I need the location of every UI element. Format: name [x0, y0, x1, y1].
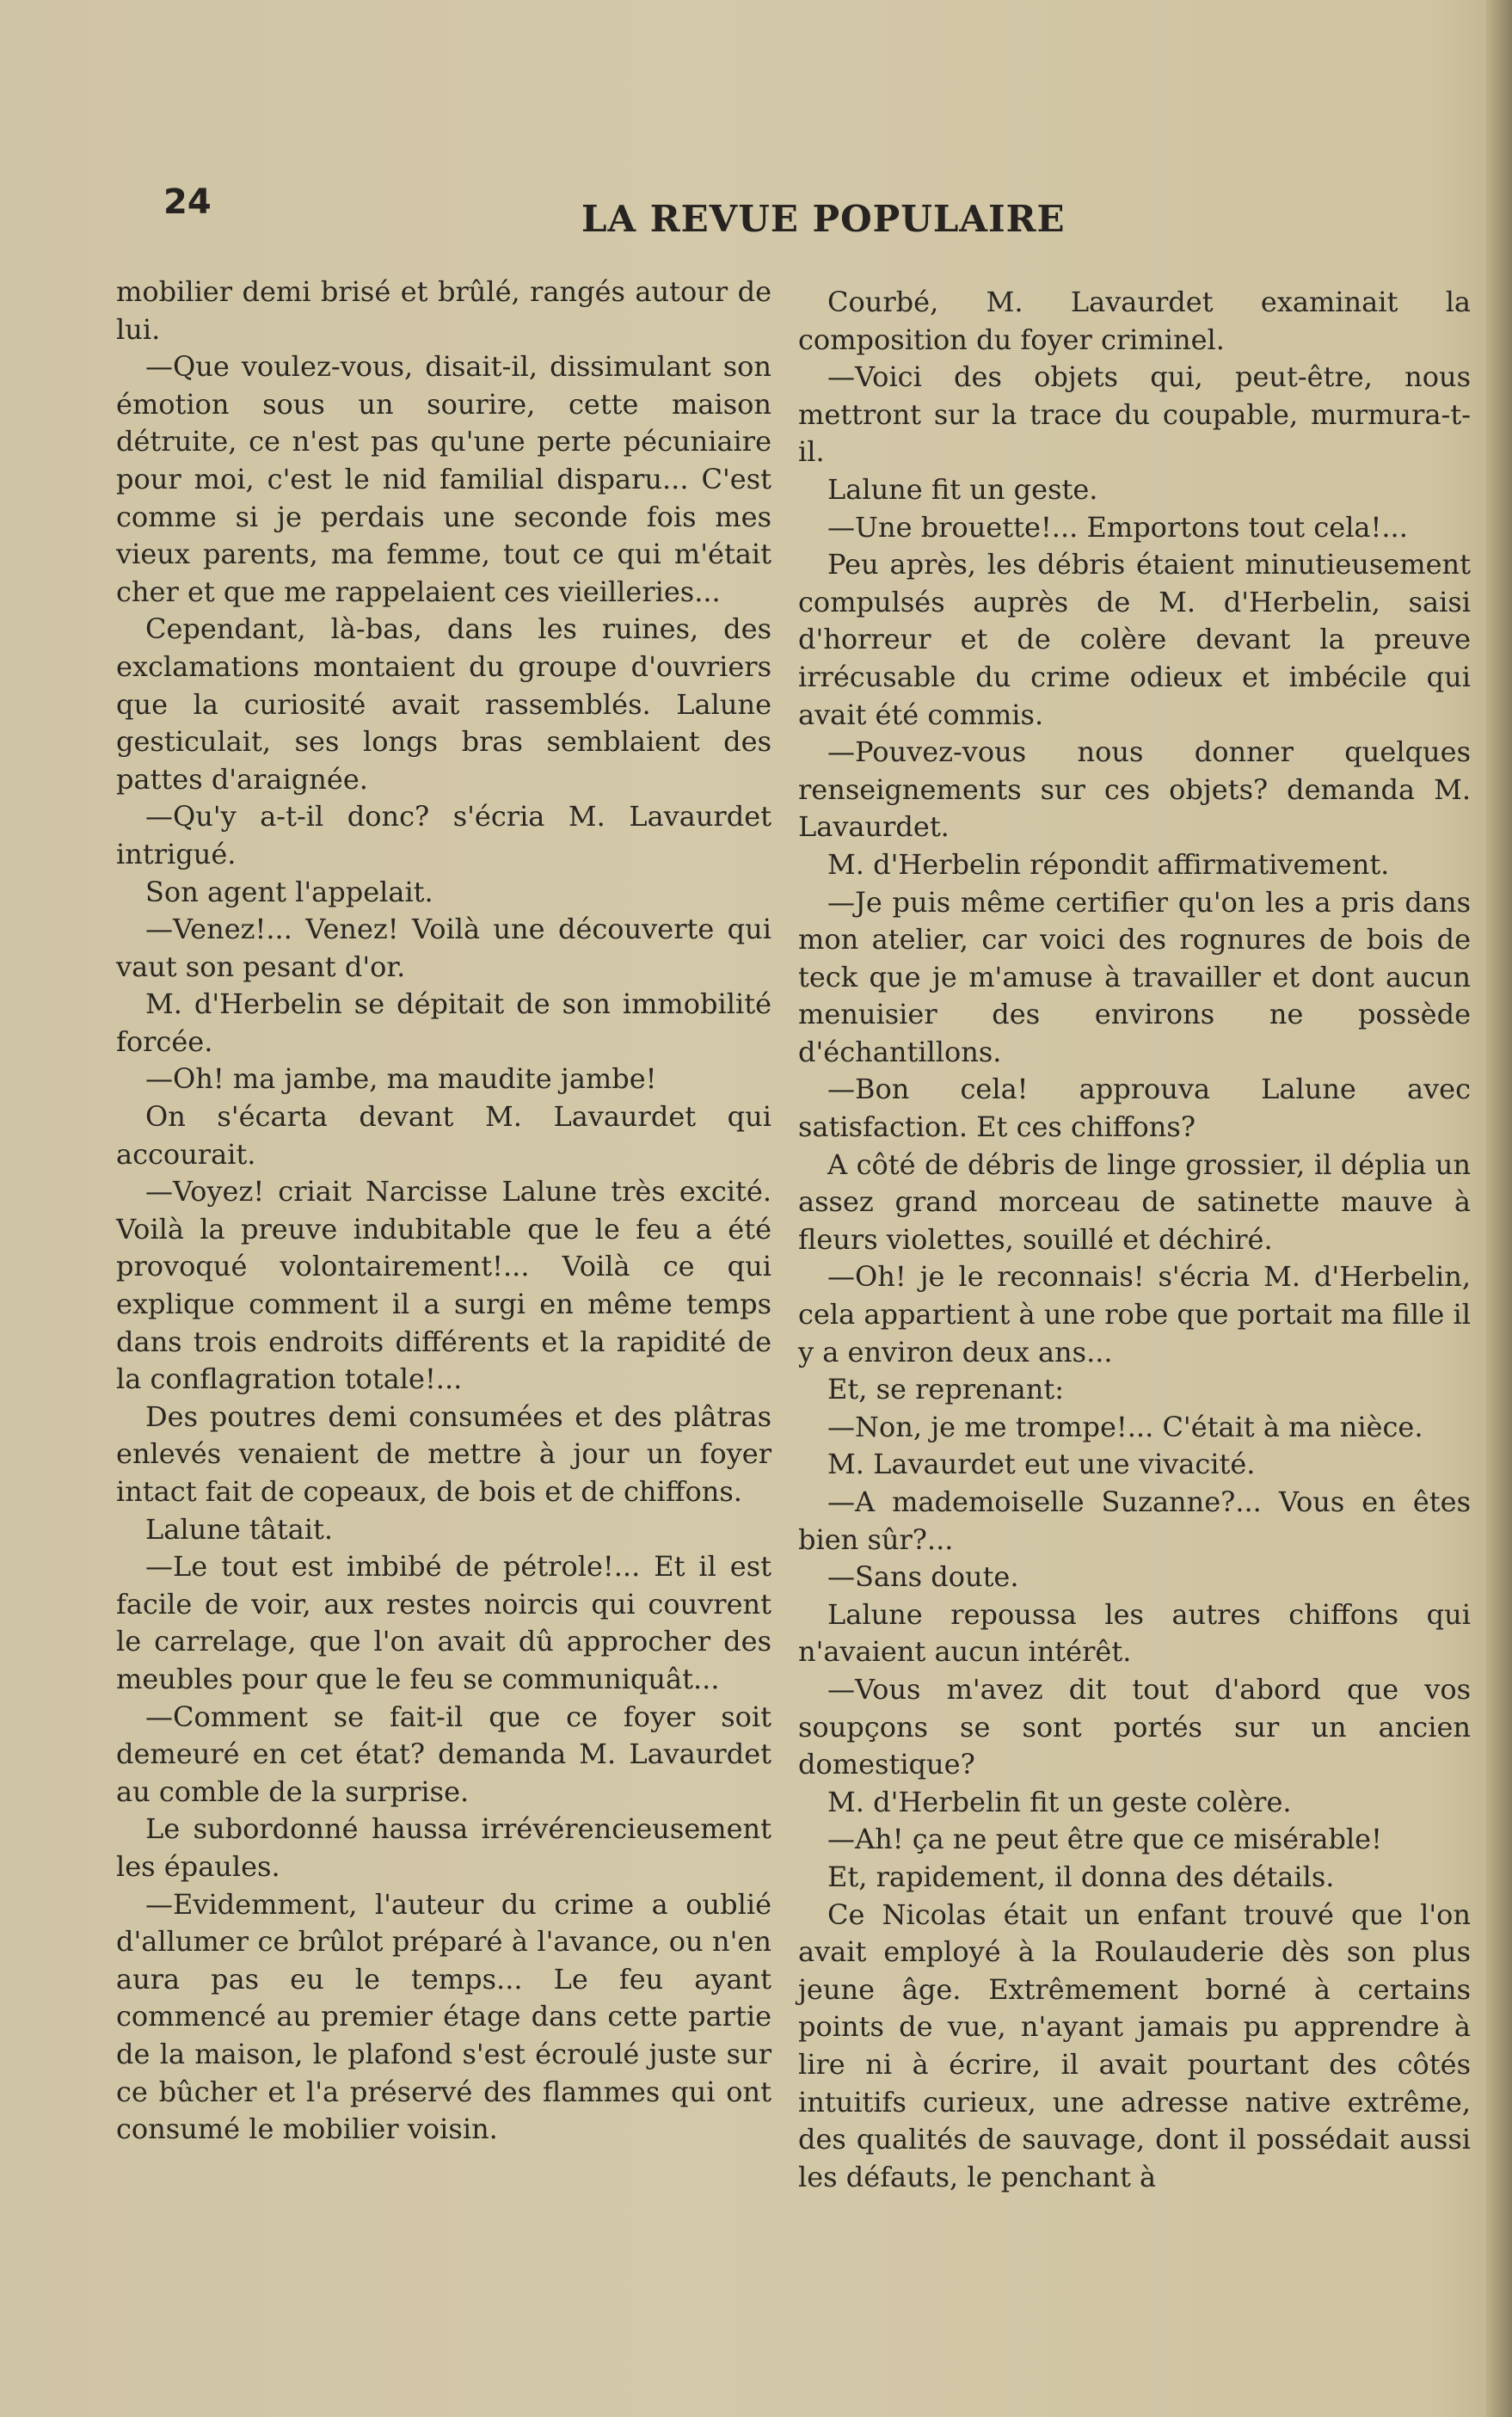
- paragraph: —Voyez! criait Narcisse Lalune très excité. Voilà la preuve indubitable que le feu a été provoqué volontairement!... Voilà ce qui explique comment il a surgi en même temps dans trois endroits différents et la rapidité de la conflagration totale!...: [116, 1175, 771, 1396]
- paragraph: On s'écarta devant M. Lavaurdet qui accourait.: [116, 1100, 771, 1171]
- paragraph: Peu après, les débris étaient minutieusement compulsés auprès de M. d'Herbelin, saisi d'horreur et de colère devant la preuve irrécusable du crime odieux et imbécile qui avait été commis.: [798, 548, 1471, 731]
- left-column: [116, 274, 771, 2149]
- paragraph: Lalune repoussa les autres chiffons qui n'avaient aucun intérêt.: [798, 1597, 1471, 1669]
- paragraph: —Evidemment, l'auteur du crime a oublié d'allumer ce brûlot préparé à l'avance, ou n'en aura pas eu le temps... Le feu ayant commencé au premier étage dans cette partie de la maison, le plafond s'est écroulé juste sur ce bûcher et l'a préservé des flammes qui ont consumé le mobilier voisin.: [116, 1887, 771, 2146]
- right-column: [798, 284, 1471, 2196]
- paragraph: —Oh! je le reconnais! s'écria M. d'Herbelin, cela appartient à une robe que portait ma fille il y a environ deux ans...: [798, 1260, 1471, 1368]
- paragraph: Et, rapidement, il donna des détails.: [827, 1860, 1335, 1893]
- paragraph: Lalune tâtait.: [145, 1512, 334, 1546]
- paragraph: A côté de débris de linge grossier, il déplia un assez grand morceau de satinette mauve à fleurs violettes, souillé et déchiré.: [798, 1147, 1471, 1256]
- paragraph: —Non, je me trompe!... C'était à ma nièce.: [827, 1410, 1423, 1443]
- paragraph: —Je puis même certifier qu'on les a pris dans mon atelier, car voici des rognures de bois de teck que je m'amuse à travailler et dont aucun menuisier des environs ne possède d'échantillons.: [798, 885, 1471, 1068]
- paragraph: Lalune fit un geste.: [827, 472, 1098, 506]
- paragraph: —Une brouette!... Emportons tout cela!...: [827, 510, 1408, 544]
- paragraph: —A mademoiselle Suzanne?... Vous en êtes bien sûr?...: [798, 1485, 1471, 1556]
- paragraph: —Comment se fait-il que ce foyer soit demeuré en cet état? demanda M. Lavaurdet au comble de la surprise.: [116, 1700, 771, 1808]
- paragraph: M. d'Herbelin répondit affirmativement.: [827, 847, 1390, 881]
- paragraph: M. d'Herbelin fit un geste colère.: [827, 1785, 1292, 1818]
- paragraph: Le subordonné haussa irrévérencieusement les épaules.: [116, 1812, 771, 1883]
- paragraph: Son agent l'appelait.: [145, 875, 433, 908]
- paragraph: Des poutres demi consumées et des plâtras enlevés venaient de mettre à jour un foyer intact fait de copeaux, de bois et de chiffons.: [116, 1399, 771, 1508]
- paragraph: —Que voulez-vous, disait-il, dissimulant son émotion sous un sourire, cette maison détruite, ce n'est pas qu'une perte pécuniaire pour moi, c'est le nid familial disparu... C'est comme si je perdais une seconde fois mes vieux parents, ma femme, tout ce qui m'était cher et que me rappelaient ces vieilleries...: [116, 350, 771, 608]
- page-number: 24: [163, 182, 212, 222]
- paragraph: Cependant, là-bas, dans les ruines, des exclamations montaient du groupe d'ouvriers que la curiosité avait rassemblés. Lalune gesticulait, ses longs bras semblaient des pattes d'araignée.: [116, 612, 771, 796]
- paragraph: mobilier demi brisé et brûlé, rangés autour de lui.: [116, 275, 771, 346]
- paragraph: Et, se reprenant:: [827, 1373, 1064, 1406]
- paragraph: —Qu'y a-t-il donc? s'écria M. Lavaurdet intrigué.: [116, 800, 771, 870]
- paragraph: —Pouvez-vous nous donner quelques renseignements sur ces objets? demanda M. Lavaurdet.: [798, 735, 1471, 844]
- running-title: LA REVUE POPULAIRE: [581, 198, 1066, 240]
- paragraph: —Sans doute.: [827, 1560, 1019, 1594]
- paragraph: —Ah! ça ne peut être que ce misérable!: [827, 1823, 1382, 1856]
- paragraph: —Voici des objets qui, peut-être, nous mettront sur la trace du coupable, murmura-t-il.: [798, 360, 1471, 469]
- paragraph: M. d'Herbelin se dépitait de son immobilité forcée.: [116, 987, 771, 1058]
- paragraph: —Vous m'avez dit tout d'abord que vos soupçons se sont portés sur un ancien domestique?: [798, 1672, 1471, 1781]
- paragraph: M. Lavaurdet eut une vivacité.: [827, 1448, 1256, 1481]
- paragraph: —Venez!... Venez! Voilà une découverte qui vaut son pesant d'or.: [116, 913, 771, 983]
- paragraph: —Oh! ma jambe, ma maudite jambe!: [145, 1062, 657, 1096]
- paragraph: Courbé, M. Lavaurdet examinait la composition du foyer criminel.: [798, 286, 1471, 356]
- paragraph: Ce Nicolas était un enfant trouvé que l'on avait employé à la Roulauderie dès son plus jeune âge. Extrêmement borné à certains points de vue, n'ayant jamais pu apprendre à lire ni à écrire, il avait pourtant des côtés intuitifs curieux, une adresse native extrême, des qualités de sauvage, dont il possédait aussi les défauts, le penchant à: [798, 1897, 1471, 2193]
- paragraph: —Le tout est imbibé de pétrole!... Et il est facile de voir, aux restes noircis qui couvrent le carrelage, que l'on avait dû approcher des meubles pour que le feu se communiquât...: [116, 1550, 771, 1695]
- page-edge-shadow: [1486, 0, 1512, 2417]
- paragraph: —Bon cela! approuva Lalune avec satisfaction. Et ces chiffons?: [798, 1073, 1471, 1144]
